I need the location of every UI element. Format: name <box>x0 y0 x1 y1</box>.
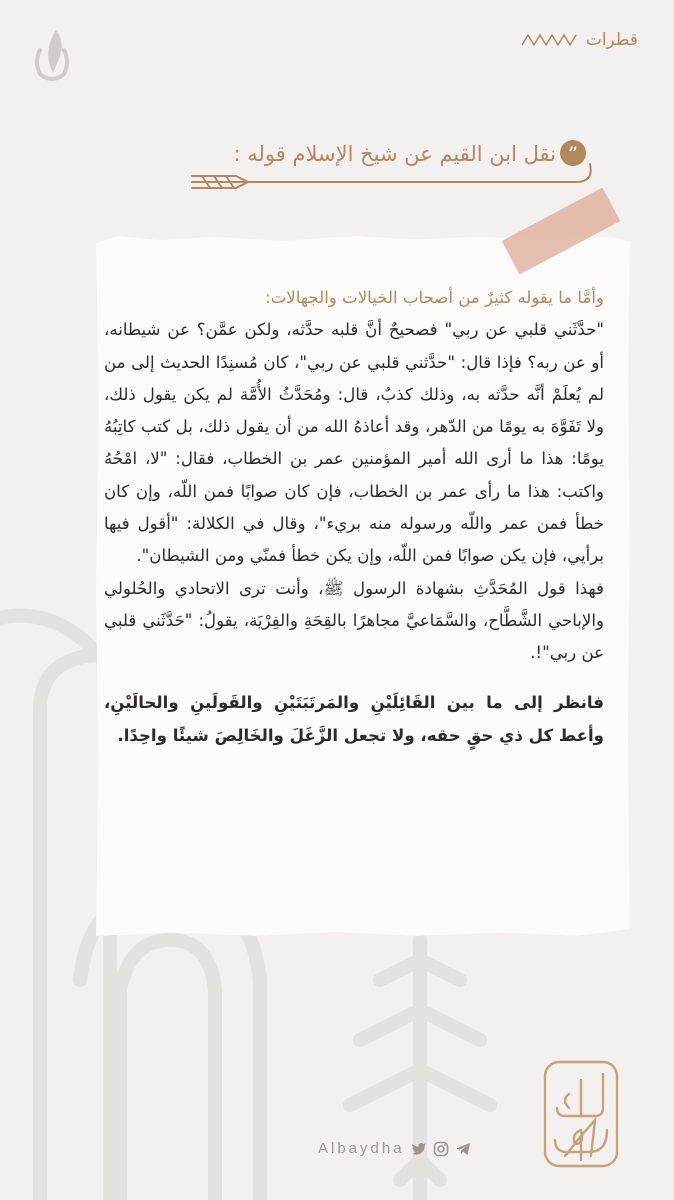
quote-paragraph-1: "حدَّثَني قلبي عن ربي" فصحيحٌ أنَّ قلبه حدَّثه، ولكن عمَّن؟ عن شيطانه، أو عن ربه؟ فإذا قال: "حدَّثني قلبي عن ربي"، كان مُسنِدًا الحديث إلى من لم يُعلَمْ أنَّه حدَّثه به، وذلك كذبٌ، قال: ومُحَدَّثُ الأُمَّة لم يكن يقول ذلك، ولا تَفَوَّهَ به يومًا من الدّهر، وقد أعاذهُ الله من أن يقول ذلك، بل كتب كاتِبُهُ يومًا: هذا ما أرى الله أمير المؤمنين عمر بن الخطاب، فقال: "لا، امْحُهُ واكتب: هذا ما رأى عمر بن الخطاب، فإن كان صوابًا فمن اللّه، وإن كان خطأ فمن عمر واللّه ورسوله منه بريء"، وقال في الكلالة: "أقول فيها برأيي، فإن يكن صوابًا فمن اللّه، وإن يكن خطأ فمنّي ومن الشيطان". <box>104 320 604 566</box>
feather-line-icon <box>190 162 594 192</box>
feather-logo-icon <box>32 28 72 88</box>
albaydha-logo-icon <box>541 1060 621 1168</box>
brand-header <box>522 30 638 50</box>
brand-label: قطرات <box>585 30 638 50</box>
quote-closing: فانظر إلى ما بين القَائِلَيْنِ والمَرتَبَتَيْنِ والقَولَينِ والحالَيْنِ، وأعط كل ذي حقٍ حقه، ولا تجعل الزَّغَلَ والخَالِصَ شيئًا واحِدًا. <box>104 692 604 745</box>
telegram-icon[interactable] <box>455 1141 471 1157</box>
social-handle: Albaydha <box>318 1140 405 1157</box>
title-row <box>0 132 674 192</box>
page-title: نقل ابن القيم عن شيخ الإسلام قوله : <box>233 142 556 166</box>
quote-icon: ” <box>560 140 586 166</box>
twitter-icon[interactable] <box>411 1141 427 1157</box>
quote-heading: وأمَّا ما يقوله كثيرٌ من أصحاب الخيالات والجهالات: <box>265 288 604 307</box>
footer-social <box>318 1140 471 1157</box>
instagram-icon[interactable] <box>433 1141 449 1157</box>
quote-body <box>104 282 604 752</box>
quote-paragraph-2: فهذا قول المُحَدَّثِ بشهادة الرسول ﷺ، وأنت ترى الاتحادي والحُلولي والإباحي الشَّطَّاح، والسَّمَاعيَّ مجاهرًا بالقِحَةِ والفِرْيَة، يقولُ: "حَدَّثَني قلبي عن ربي"!. <box>104 578 604 663</box>
zigzag-icon <box>522 33 578 47</box>
